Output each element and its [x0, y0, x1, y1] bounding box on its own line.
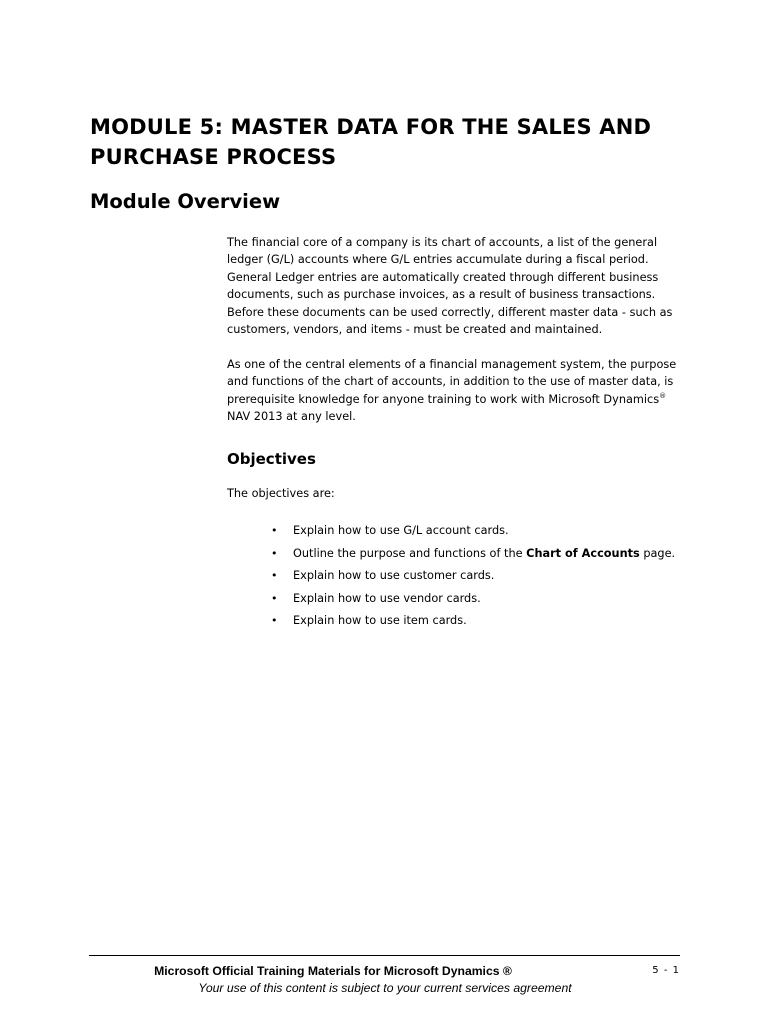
module-title: [90, 112, 690, 172]
module-overview-heading: Module Overview: [90, 190, 281, 213]
list-item: [227, 543, 687, 566]
bullet-icon: •: [271, 569, 278, 583]
list-item: [227, 610, 687, 633]
bullet-icon: •: [271, 524, 278, 538]
objective-text: Explain how to use customer cards.: [293, 569, 495, 583]
objective-text-prefix: Outline the purpose and functions of the: [293, 546, 527, 560]
bullet-icon: •: [271, 591, 278, 605]
objective-text: Explain how to use item cards.: [293, 614, 467, 628]
list-item: [227, 588, 687, 611]
chart-of-accounts-emphasis: Chart of Accounts: [526, 546, 640, 560]
module-title-line-2: PURCHASE PROCESS: [90, 145, 337, 169]
overview-paragraph-1: The financial core of a company is its chart of accounts, a list of the general ledger (G/L) accounts where G/L entries accumulate during a fiscal period. General Ledger entries are automatically created through different business documents, such as purchase invoices, as a result of business transactions. Before these documents can be used correctly, different master data - such as customers, vendors, and items - must be created and maintained.: [227, 236, 673, 337]
footer-license-notice: Your use of this content is subject to your current services agreement: [198, 981, 572, 995]
bullet-icon: •: [271, 614, 278, 628]
overview-paragraph-2-ending: NAV 2013 at any level.: [227, 410, 356, 424]
list-item: [227, 520, 687, 543]
registered-trademark-symbol: ®: [659, 392, 667, 401]
objective-text: Explain how to use G/L account cards.: [293, 524, 509, 538]
module-title-line-1: MODULE 5: MASTER DATA FOR THE SALES AND: [90, 115, 652, 139]
overview-paragraph-2: [227, 356, 687, 426]
objective-text-suffix: page.: [639, 546, 676, 560]
body-column: [227, 234, 687, 633]
footer-title: Microsoft Official Training Materials for Microsoft Dynamics ®: [154, 964, 512, 978]
objectives-intro: The objectives are:: [227, 486, 335, 500]
objectives-heading: Objectives: [227, 449, 316, 468]
objective-text: Explain how to use vendor cards.: [293, 591, 481, 605]
bullet-icon: •: [271, 546, 278, 560]
footer-divider: [89, 955, 680, 956]
page-number: 5 - 1: [652, 965, 680, 976]
list-item: [227, 565, 687, 588]
objectives-list: [227, 520, 687, 633]
overview-paragraph-2-text: As one of the central elements of a financial management system, the purpose and functions of the chart of accounts, in addition to the use of master data, is prerequisite knowledge for anyone training to work with Microsoft Dynamics: [227, 358, 677, 406]
